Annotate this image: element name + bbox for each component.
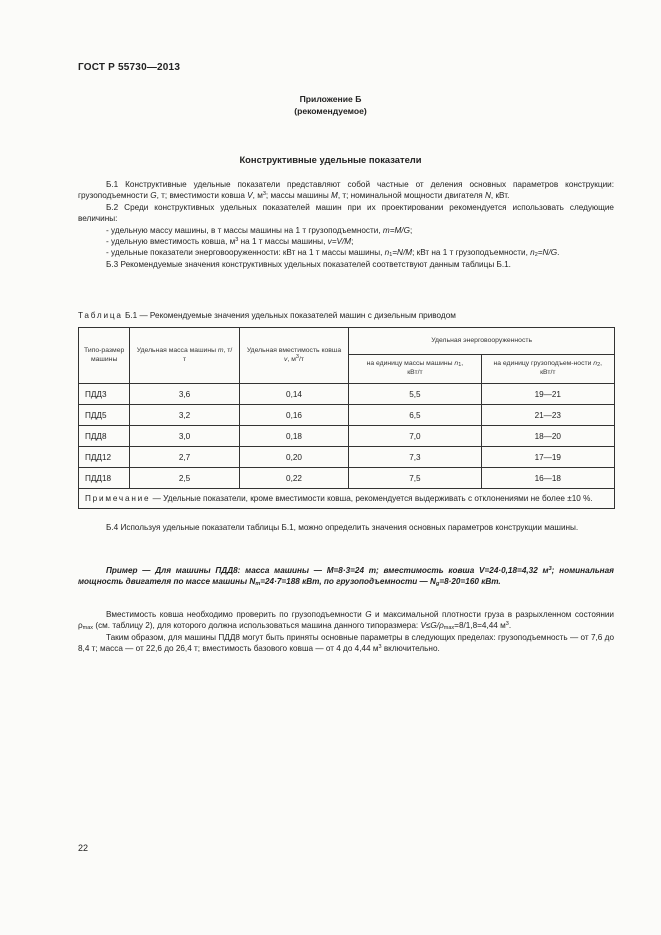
- page-number: 22: [78, 843, 89, 853]
- header-type: Типо-размер машины: [79, 328, 130, 384]
- paragraph-b2: Б.2 Среди конструктивных удельных показателей машин при их проектировании рекомендуется использовать следующие величины:: [78, 202, 614, 224]
- example-paragraph: Пример — Для машины ПДД8: масса машины — M=8·3=24 т; вместимость ковша V=24·0,18=4,32 $м^3$; номинальная мощность двигателя по массе машины $N_m=24\cdot 7=188$ кВт, по грузоподъемности — $N_g=8\cdot 20=160$ кВт.: [78, 566, 615, 588]
- cell-per-mass: 6,5: [349, 405, 481, 426]
- header-energy: Удельная энерговооруженность: [349, 328, 615, 355]
- cell-type: ПДД18: [79, 468, 130, 489]
- header-volume: Удельная вместимость ковша v, $м^3/т$: [239, 328, 348, 384]
- appendix-subtitle: (рекомендуемое): [294, 106, 367, 116]
- table-row: [79, 426, 615, 447]
- cell-per-mass: 7,3: [349, 447, 481, 468]
- paragraph-b3: Б.3 Рекомендуемые значения конструктивных удельных показателей соответствуют данным таблицы Б.1.: [106, 259, 511, 269]
- cell-mass: 2,7: [130, 447, 239, 468]
- paragraph-check: Вместимость ковша необходимо проверить по грузоподъемности G и максимальной плотности груза в разрыхленном состоянии $\rho_{max}$ (см. таблицу 2), для которого должна использоваться машина данного типоразмера: $V\le G/\rho_{max}=8/1,8=4,44$ $м^3$.: [78, 610, 614, 632]
- cell-per-load: 19—21: [481, 384, 614, 405]
- cell-per-load: 16—18: [481, 468, 614, 489]
- header-per-mass: на единицу массы машины $n_1$, кВт/т: [349, 355, 481, 384]
- cell-type: ПДД12: [79, 447, 130, 468]
- cell-per-load: 18—20: [481, 426, 614, 447]
- paragraph-conclusion: Таким образом, для машины ПДД8 могут быть приняты основные параметры в следующих пределах: грузоподъемность — от 7,6 до 8,4 т; масса — от 22,6 до 26,4 т; вместимость базового ковша — от 4 до 4,44 $м^3$ включительно.: [78, 632, 614, 654]
- table-row: [79, 405, 615, 426]
- table-caption: Таблица Б.1 — Рекомендуемые значения удельных показателей машин с дизельным приводом: [78, 311, 456, 320]
- list-item-volume: - удельную вместимость ковша, $м^3$ на 1 т массы машины, v=V/M;: [106, 237, 354, 247]
- conclusion-block: [78, 609, 614, 655]
- cell-volume: 0,22: [239, 468, 348, 489]
- example-block: [78, 565, 614, 588]
- header-per-load: на единицу грузоподъем-ности $n_2$, кВт/т: [481, 355, 614, 384]
- indicators-table: [78, 327, 615, 509]
- cell-mass: 2,5: [130, 468, 239, 489]
- cell-volume: 0,18: [239, 426, 348, 447]
- table-row: [79, 447, 615, 468]
- table-note: Примечание — Удельные показатели, кроме вместимости ковша, рекомендуется выдерживать с отклонениями не более ±10 %.: [79, 489, 615, 509]
- list-item-mass: - удельную массу машины, в т массы машины на 1 т грузоподъемности, m=M/G;: [106, 225, 413, 235]
- cell-per-mass: 5,5: [349, 384, 481, 405]
- cell-volume: 0,16: [239, 405, 348, 426]
- header-mass: Удельная масса машины m, т/т: [130, 328, 239, 384]
- cell-per-load: 21—23: [481, 405, 614, 426]
- table-row: [79, 468, 615, 489]
- cell-type: ПДД8: [79, 426, 130, 447]
- cell-mass: 3,0: [130, 426, 239, 447]
- list-item-energy: - удельные показатели энерговооруженности: кВт на 1 т массы машины, $n_1=N/M$; кВт на 1 т грузоподъемности, $n_2=N/G$.: [106, 248, 560, 259]
- paragraph-b4: Б.4 Используя удельные показатели таблицы Б.1, можно определить значения основных параметров конструкции машины.: [106, 523, 579, 532]
- appendix-title: Приложение Б: [299, 94, 362, 104]
- cell-volume: 0,20: [239, 447, 348, 468]
- cell-type: ПДД3: [79, 384, 130, 405]
- cell-per-load: 17—19: [481, 447, 614, 468]
- cell-per-mass: 7,0: [349, 426, 481, 447]
- table-note-row: [79, 489, 615, 509]
- cell-mass: 3,2: [130, 405, 239, 426]
- cell-per-mass: 7,5: [349, 468, 481, 489]
- section-title: Конструктивные удельные показатели: [239, 154, 422, 165]
- cell-type: ПДД5: [79, 405, 130, 426]
- standard-header: ГОСТ Р 55730—2013: [78, 62, 181, 73]
- table-row: [79, 384, 615, 405]
- cell-volume: 0,14: [239, 384, 348, 405]
- paragraph-b1: Б.1 Конструктивные удельные показатели представляют собой частные от деления основных параметров конструкции: грузоподъемности G, т; вместимости ковша V, $м^3$; массы машины M, т; номинальной мощности двигателя N, кВт.: [78, 180, 614, 201]
- intro-block: [78, 179, 614, 270]
- paragraph-b4-block: [78, 522, 614, 533]
- cell-mass: 3,6: [130, 384, 239, 405]
